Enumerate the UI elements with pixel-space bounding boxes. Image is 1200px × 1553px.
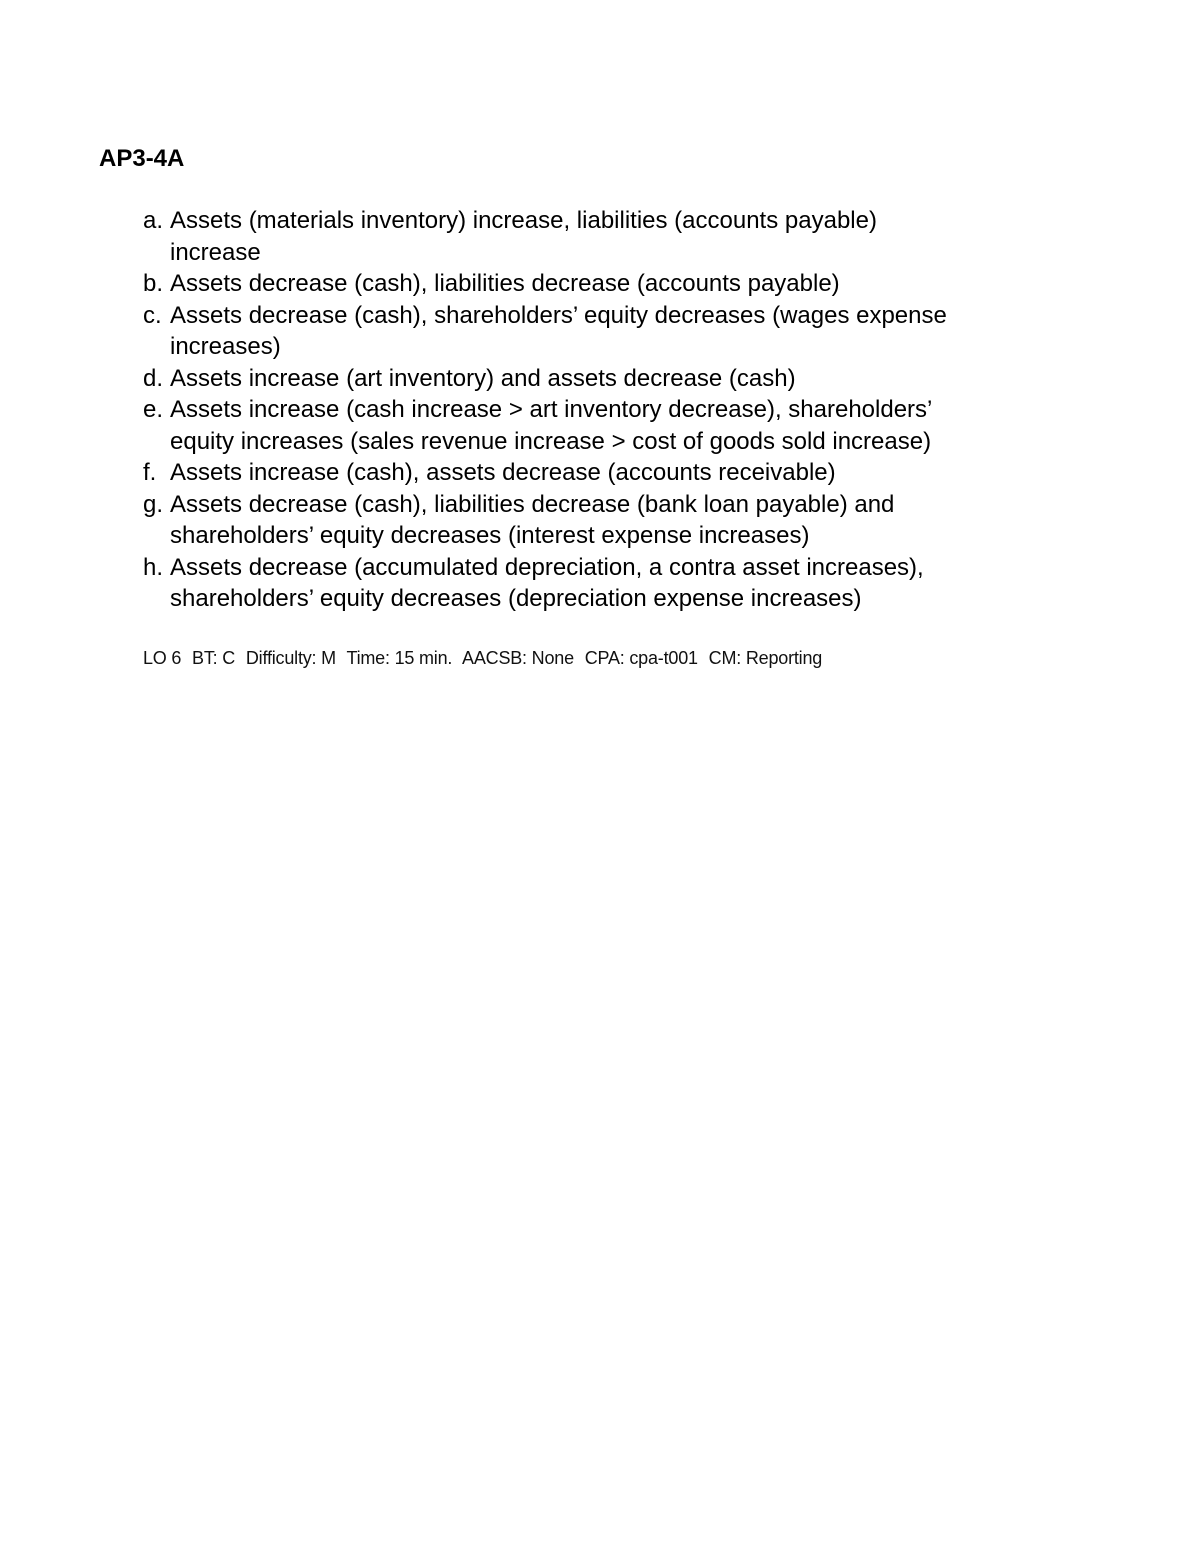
answer-line: Assets increase (cash increase > art inventory decrease), shareholders’ [170,396,933,423]
cm-tag: CM: Reporting [708,648,823,668]
problem-heading: AP3-4A [99,145,185,172]
answer-letter: d. [143,364,164,392]
answer-item-g [143,489,1103,552]
cpa-tag: CPA: cpa-t001 [584,648,698,668]
answer-line: Assets decrease (cash), liabilities decrease (accounts payable) [170,270,840,297]
answer-letter: e. [143,396,164,423]
difficulty: Difficulty: M [245,648,336,668]
answer-letter: g. [143,490,164,518]
answer-item-d [143,363,1103,395]
answer-item-b [143,268,1103,300]
answer-item-f [143,457,1103,489]
learning-objective: LO 6 [143,648,182,668]
blooms-taxonomy: BT: C [192,648,236,668]
answer-line: Assets (materials inventory) increase, liabilities (accounts payable) [170,207,877,234]
answer-line: Assets decrease (cash), shareholders’ equity decreases (wages expense [170,301,947,329]
answer-letter: b. [143,270,164,297]
answer-item-a [143,205,1103,268]
answer-line: Assets decrease (cash), liabilities decrease (bank loan payable) and [170,490,895,518]
answer-line: Assets increase (cash), assets decrease (accounts receivable) [170,459,836,486]
answer-item-e [143,394,1103,457]
answer-line: shareholders’ equity decreases (depreciation expense increases) [170,585,862,612]
answer-line: increase [170,238,261,266]
time-estimate: Time: 15 min. [346,648,453,668]
aacsb-tag: AACSB: None [462,648,574,668]
answer-list [143,205,1103,615]
metadata-footer [143,646,828,670]
answer-letter: c. [143,301,162,329]
answer-line: Assets increase (art inventory) and assets decrease (cash) [170,364,796,392]
answer-item-c [143,300,1103,363]
answer-letter: a. [143,207,164,234]
answer-letter: h. [143,553,164,581]
answer-line: increases) [170,333,281,360]
answer-line: equity increases (sales revenue increase > cost of goods sold increase) [170,427,932,455]
answer-item-h [143,552,1103,615]
answer-line: Assets decrease (accumulated depreciation, a contra asset increases), [170,553,924,581]
answer-letter: f. [143,459,157,486]
answer-line: shareholders’ equity decreases (interest expense increases) [170,522,810,549]
